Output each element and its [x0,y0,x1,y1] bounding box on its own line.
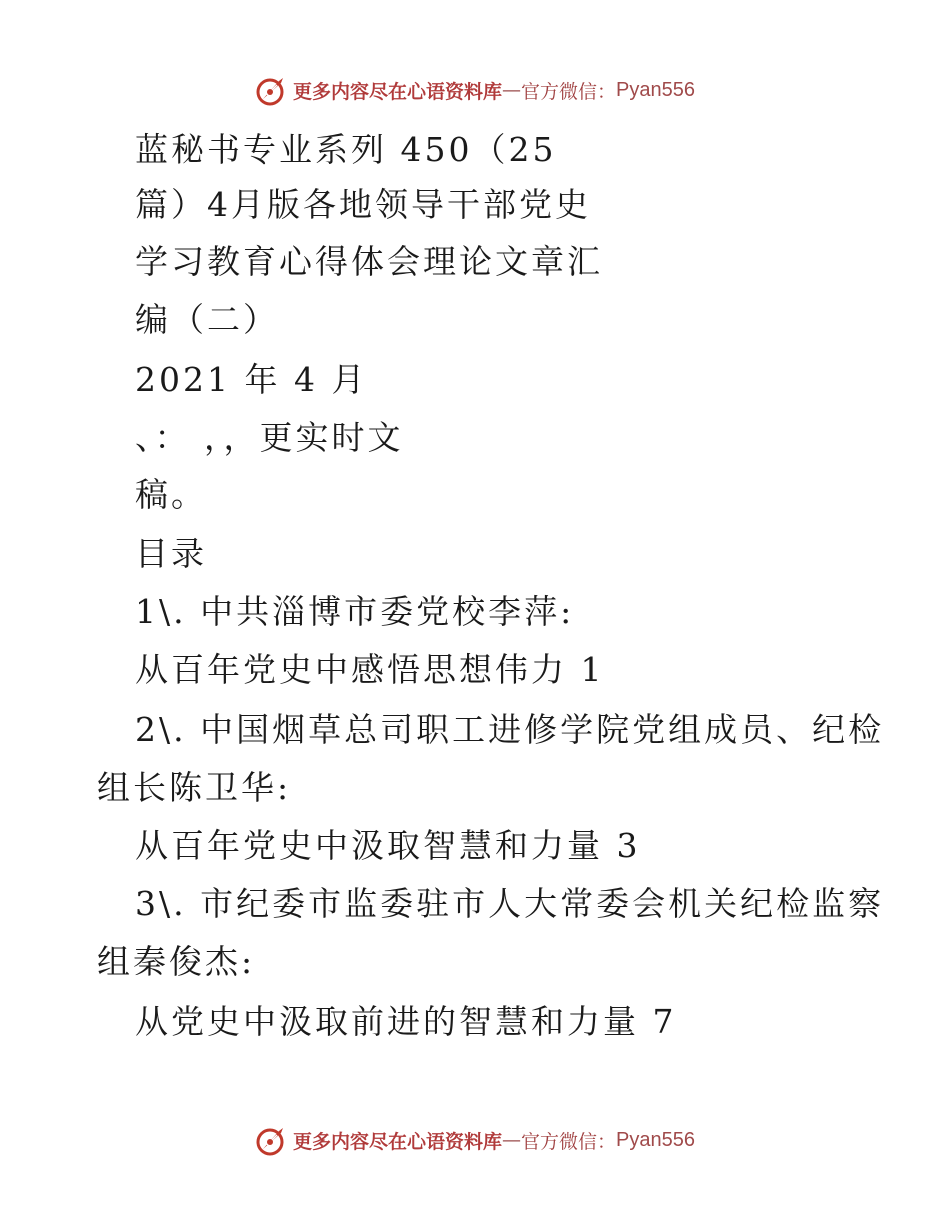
title-line-1: 蓝秘书专业系列 450（25 [135,130,557,169]
note-line-1: 、： ，，更实时文 [135,418,404,457]
title-line-4: 编（二） [135,300,279,339]
toc-item-1-author: 1\. 中共淄博市委党校李萍: [135,592,575,631]
toc-item-2-author: 2\. 中国烟草总司职工进修学院党组成员、纪检 [135,710,885,749]
note-line-2: 稿。 [135,475,207,514]
toc-item-2-title: 从百年党史中汲取智慧和力量 3 [135,826,641,865]
watermark-dash: — [502,79,522,101]
watermark-dash: — [502,1129,522,1151]
watermark-suffix: 官方微信： [521,1130,617,1153]
toc-heading: 目录 [135,534,207,573]
toc-item-3-title: 从党史中汲取前进的智慧和力量 7 [135,1002,677,1041]
quill-logo-icon [255,73,289,107]
watermark-wechat-id: Pyan556 [616,78,695,101]
toc-item-3-author-cont: 组秦俊杰: [97,942,256,981]
watermark-suffix: 官方微信： [521,80,617,103]
quill-logo-icon [255,1123,289,1157]
toc-item-1-title: 从百年党史中感悟思想伟力 1 [135,650,605,689]
date-line: 2021 年 4 月 [135,360,368,399]
header-watermark [0,70,950,110]
watermark-brand: 更多内容尽在心语资料库 [293,80,503,103]
watermark-brand: 更多内容尽在心语资料库 [293,1130,503,1153]
title-line-2: 篇）4月版各地领导干部党史 [135,185,591,224]
toc-item-3-author: 3\. 市纪委市监委驻市人大常委会机关纪检监察 [135,884,885,923]
watermark-wechat-id: Pyan556 [616,1128,695,1151]
title-line-3: 学习教育心得体会理论文章汇 [135,242,603,281]
footer-watermark [0,1120,950,1160]
toc-item-2-author-cont: 组长陈卫华: [97,768,292,807]
